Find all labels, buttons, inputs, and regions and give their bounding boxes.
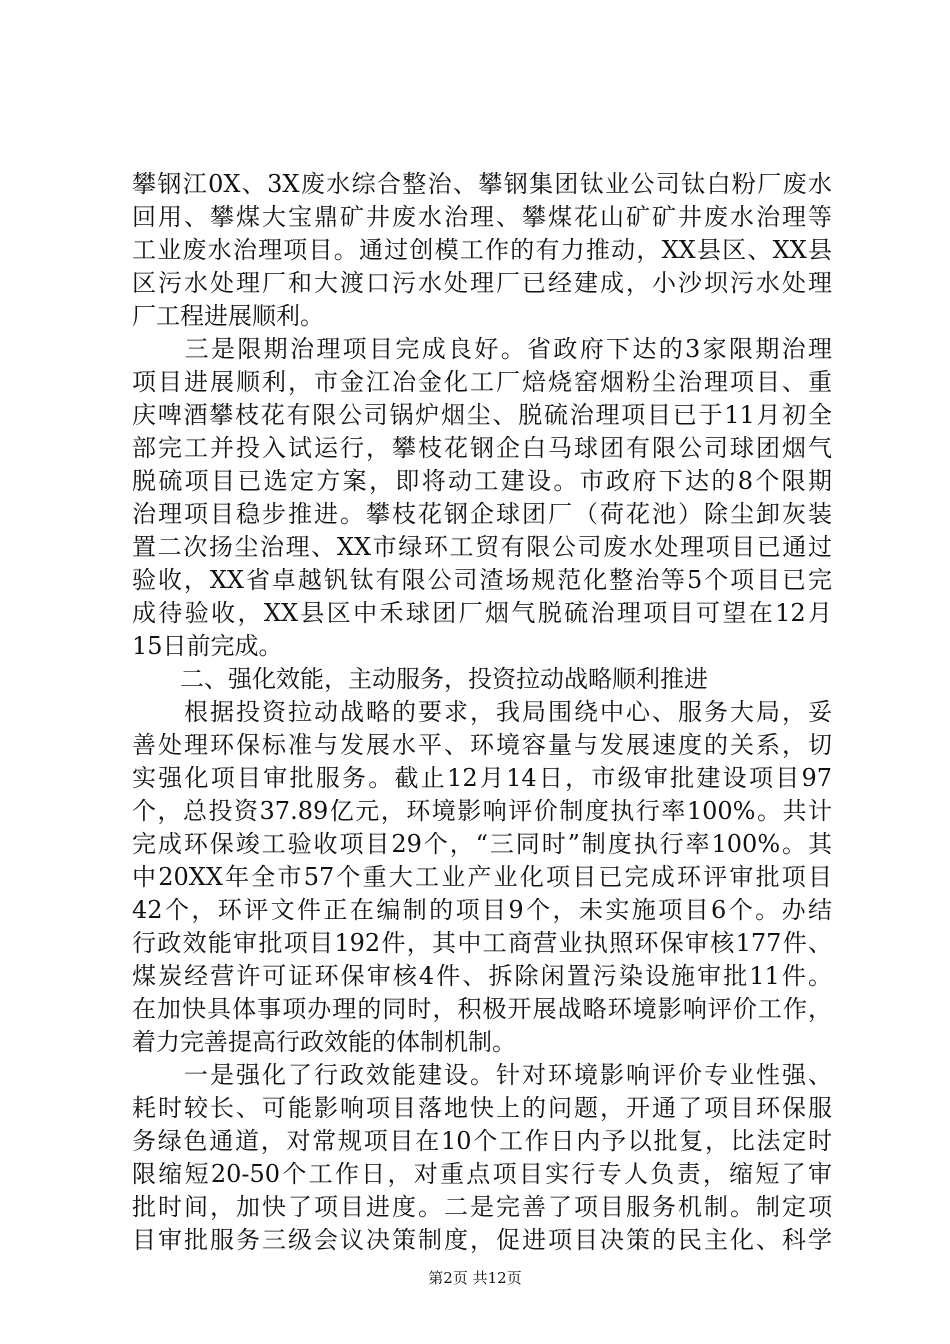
text-line: 厂工程进展顺利。 (132, 302, 324, 330)
text-line: 在加快具体事项办理的同时，积极开展战略环境影响评价工作， (132, 995, 832, 1023)
text-line: 根据投资拉动战略的要求，我局围绕中心、服务大局，妥 (132, 698, 832, 726)
text-line: 15日前完成。 (132, 632, 283, 660)
text-line: 实强化项目审批服务。截止12月14日，市级审批建设项目97 (132, 764, 832, 792)
text-line: 成待验收，XX县区中禾球团厂烟气脱硫治理项目可望在12月 (132, 599, 832, 627)
text-line: 中20XX年全市57个重大工业产业化项目已完成环评审批项目 (132, 863, 832, 891)
text-line: 目审批服务三级会议决策制度，促进项目决策的民主化、科学 (132, 1226, 832, 1254)
text-line: 验收，XX省卓越钒钛有限公司渣场规范化整治等5个项目已完 (132, 566, 832, 594)
text-line: 项目进展顺利，市金江冶金化工厂焙烧窑烟粉尘治理项目、重 (132, 368, 832, 396)
text-line: 三是限期治理项目完成良好。省政府下达的3家限期治理 (132, 335, 832, 363)
text-line: 部完工并投入试运行，攀枝花钢企白马球团有限公司球团烟气 (132, 434, 832, 462)
text-line: 脱硫项目已选定方案，即将动工建设。市政府下达的8个限期 (132, 467, 832, 495)
text-line: 治理项目稳步推进。攀枝花钢企球团厂（荷花池）除尘卸灰装 (132, 500, 832, 528)
text-line: 回用、攀煤大宝鼎矿井废水治理、攀煤花山矿矿井废水治理等 (132, 203, 832, 231)
text-line: 限缩短20-50个工作日，对重点项目实行专人负责，缩短了审 (132, 1160, 832, 1188)
text-line: 区污水处理厂和大渡口污水处理厂已经建成，小沙坝污水处理 (132, 269, 832, 297)
text-line: 置二次扬尘治理、XX市绿环工贸有限公司废水处理项目已通过 (132, 533, 832, 561)
text-line: 行政效能审批项目192件，其中工商营业执照环保审核177件、 (132, 929, 832, 957)
text-line: 着力完善提高行政效能的体制机制。 (132, 1028, 516, 1056)
text-line: 善处理环保标准与发展水平、环境容量与发展速度的关系，切 (132, 731, 832, 759)
text-line: 耗时较长、可能影响项目落地快上的问题，开通了项目环保服 (132, 1094, 832, 1122)
text-line: 工业废水治理项目。通过创模工作的有力推动，XX县区、XX县 (132, 236, 832, 264)
text-line: 42个，环评文件正在编制的项目9个，未实施项目6个。办结 (132, 896, 832, 924)
text-line: 庆啤酒攀枝花有限公司锅炉烟尘、脱硫治理项目已于11月初全 (132, 401, 832, 429)
text-line: 个，总投资37.89亿元，环境影响评价制度执行率100%。共计 (132, 797, 832, 825)
text-line: 批时间，加快了项目进度。二是完善了项目服务机制。制定项 (132, 1193, 832, 1221)
document-body (132, 168, 832, 1257)
text-line: 务绿色通道，对常规项目在10个工作日内予以批复，比法定时 (132, 1127, 832, 1155)
text-line: 一是强化了行政效能建设。针对环境影响评价专业性强、 (132, 1061, 832, 1089)
text-line: 完成环保竣工验收项目29个，“三同时”制度执行率100%。其 (132, 830, 832, 858)
text-line: 煤炭经营许可证环保审核4件、拆除闲置污染设施审批11件。 (132, 962, 832, 990)
text-line: 二、强化效能，主动服务，投资拉动战略顺利推进 (132, 665, 708, 693)
text-line: 攀钢江0X、3X废水综合整治、攀钢集团钛业公司钛白粉厂废水 (132, 170, 832, 198)
page-footer: 第2页 共12页 (428, 1269, 522, 1287)
